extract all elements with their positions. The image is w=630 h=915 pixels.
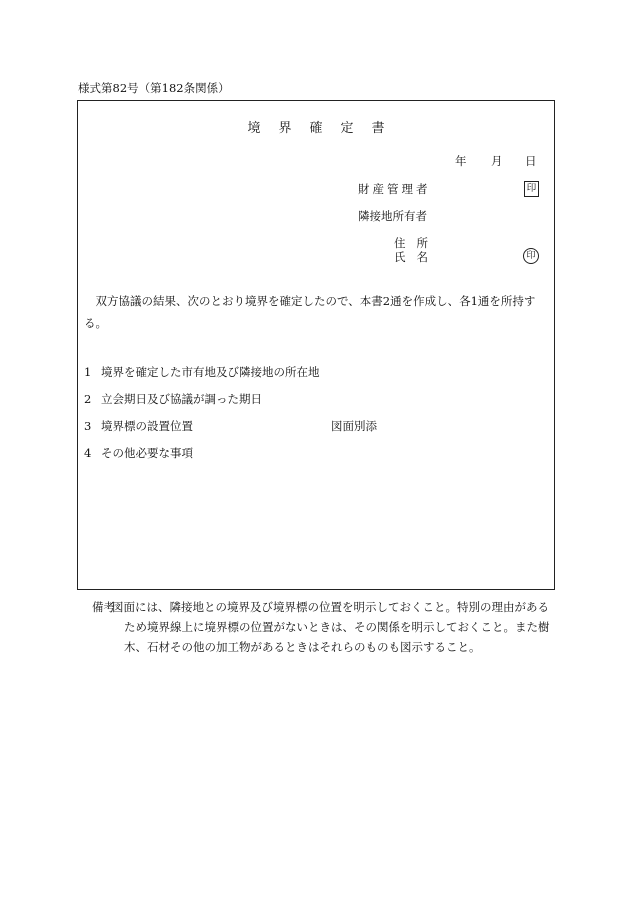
form-frame [77, 100, 555, 590]
item-number: 4 [84, 446, 92, 460]
drawing-attached-note: 図面別添 [331, 419, 377, 433]
item-3 [84, 418, 193, 434]
item-number: 1 [84, 365, 92, 379]
item-label: 境界標の設置位置 [101, 419, 193, 433]
square-seal-mark: 印 [524, 181, 539, 197]
item-label: 立会期日及び協議が調った期日 [101, 392, 262, 406]
item-4 [84, 445, 193, 461]
date-month-label: 月 [491, 154, 503, 168]
remarks-text: 図面には、隣接地との境界及び境界標の位置を明示しておくこと。特別の理由があるため境界線上に境界標の位置がないときは、その関係を明示しておくこと。また樹木、石材その他の加工物があるときはそれらのものも図示すること。 [112, 600, 550, 654]
item-2 [84, 391, 262, 407]
item-number: 2 [84, 392, 92, 406]
item-label: その他必要な事項 [101, 446, 193, 460]
document-title: 境界確定書 [247, 121, 403, 136]
date-day-label: 日 [525, 154, 537, 168]
item-number: 3 [84, 419, 92, 433]
agreement-statement: 双方協議の結果、次のとおり境界を確定したので、本書2通を作成し、各1通を所持する。 [84, 294, 536, 330]
property-manager-label: 財産管理者 [358, 182, 431, 196]
adjacent-owner-label: 隣接地所有者 [358, 209, 427, 223]
remarks-label: 備考 [92, 600, 115, 614]
date-year-label: 年 [455, 154, 467, 168]
address-label: 住所 [394, 236, 439, 250]
item-1 [84, 364, 320, 380]
round-seal-mark: 印 [523, 248, 539, 264]
item-label: 境界を確定した市有地及び隣接地の所在地 [101, 365, 320, 379]
remarks-section [92, 597, 555, 657]
name-label: 氏名 [394, 250, 439, 264]
form-number: 様式第82号（第182条関係） [78, 81, 230, 95]
